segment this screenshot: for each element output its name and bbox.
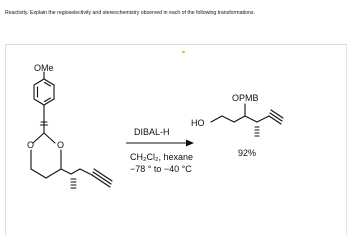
side-chain-bond-1: [61, 169, 71, 174]
yield-label: 92%: [238, 148, 257, 158]
product-bond-2: [222, 116, 234, 122]
dioxane-bond-5: [46, 169, 61, 178]
anisyl-ring-inner-bond-3: [45, 98, 51, 102]
hydroxyl-label: HO: [191, 118, 205, 128]
question-prompt: Reactivity. Explain the regioselectivity and stereochemistry observed in each of the following transformations.: [5, 10, 255, 16]
dioxane-bond-4: [31, 169, 46, 178]
reaction-arrow: [126, 140, 194, 147]
dioxane-bond-2: [44, 133, 55, 143]
product-alkyne-bond-2: [270, 113, 282, 121]
temperature-label: −78 ° to −40 °C: [130, 164, 192, 174]
product-alkyne-bond-3: [271, 110, 283, 118]
solvent-label: CH₂Cl₂, hexane: [130, 152, 194, 162]
reaction-scheme-drawing: [6, 45, 346, 235]
side-chain-bond-3: [80, 169, 92, 175]
ring-oxygen-right: O: [57, 140, 65, 150]
side-chain-bond-2: [71, 169, 80, 174]
dioxane-bond-1: [33, 133, 44, 143]
arrow-head: [186, 140, 194, 147]
product-bond-4: [245, 116, 257, 122]
ring-oxygen-left: O: [27, 140, 35, 150]
anisyl-ring-inner-bond-2: [45, 83, 51, 87]
opmb-label: OPMB: [232, 93, 259, 103]
reaction-scheme-panel: [5, 44, 347, 235]
product-bond-1: [211, 116, 222, 122]
product-alkyne-bond-1: [269, 116, 281, 124]
starting-material: [31, 72, 112, 188]
methoxy-label: OMe: [34, 63, 54, 73]
reagent-label: DIBAL-H: [134, 127, 170, 137]
product-bond-5: [257, 116, 269, 122]
product-bond-3: [234, 116, 245, 122]
product: [211, 104, 283, 136]
